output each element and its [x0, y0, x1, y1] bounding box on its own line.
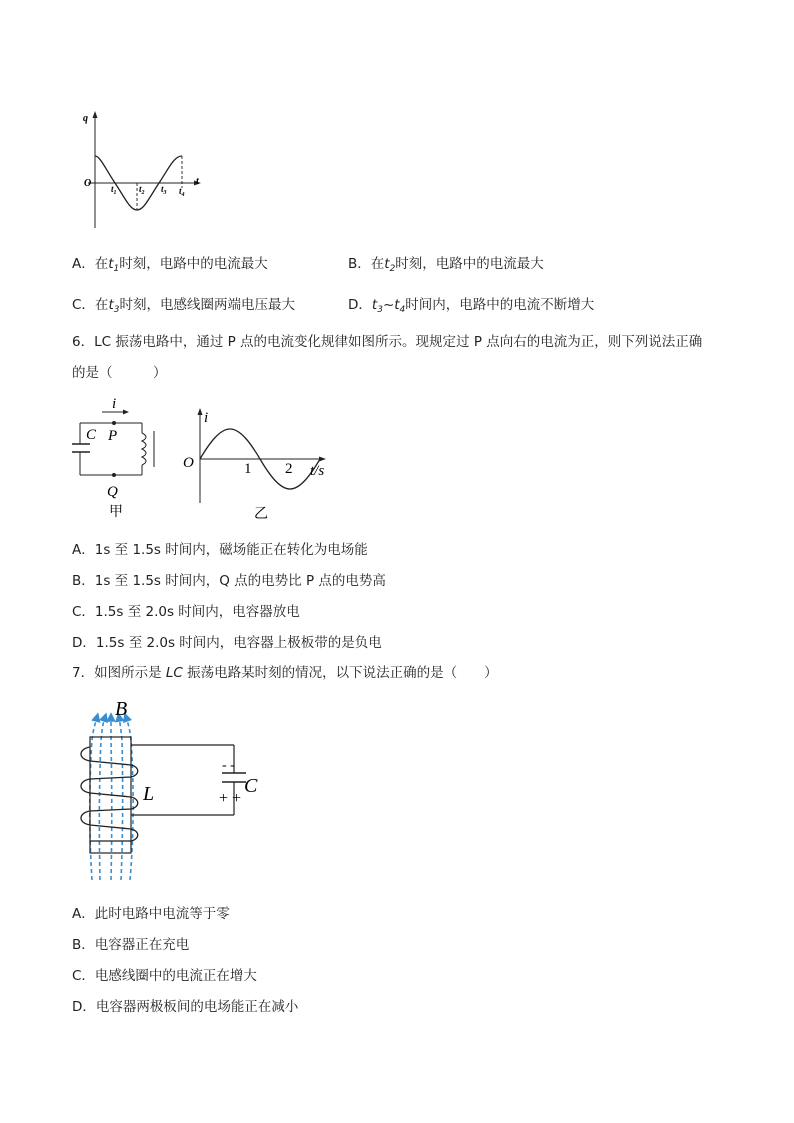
t-s-axis-label: t/s	[310, 463, 325, 479]
tick-2-label: 2	[285, 461, 293, 477]
svg-text:t2: $t_2$	[139, 184, 145, 196]
tick-t3: t	[161, 184, 164, 194]
lc-circuit-jia	[72, 395, 164, 523]
q6-option-b: B．1s 至 1.5s 时间内，Q 点的电势比 P 点的电势高	[72, 573, 386, 589]
inductor-coil	[142, 433, 146, 465]
capacitor-c-label: C	[86, 427, 97, 443]
q7-option-a: A．此时电路中电流等于零	[72, 906, 230, 922]
field-b-label: B	[115, 698, 128, 720]
q5-option-c: C．在$t_3$时刻，电感线圈两端电压最大	[72, 297, 295, 315]
lc-solenoid-figure	[74, 695, 274, 885]
positive-charge-signs: + +	[219, 790, 242, 807]
q7-option-c: C．电感线圈中的电流正在增大	[72, 968, 257, 984]
point-p-label: P	[108, 428, 118, 444]
q6-stem-line2: 的是（ ）	[72, 365, 167, 381]
q5-option-a: A．在$t_1$时刻，电路中的电流最大	[72, 256, 268, 274]
tick-t4: t	[179, 186, 182, 196]
i-axis-label: i	[204, 410, 209, 426]
t-label: t	[196, 176, 199, 187]
q-label: q	[83, 113, 88, 124]
negative-charge-signs: - -	[222, 758, 235, 773]
tick-1-label: 1	[244, 461, 252, 477]
q7-option-b: B．电容器正在充电	[72, 937, 190, 953]
point-q-label: Q	[107, 484, 118, 500]
figure-jia-caption: 甲	[109, 505, 123, 520]
svg-text:t4: $t_4$	[179, 186, 185, 198]
tick-t2: t	[139, 184, 142, 194]
tick-t1: t	[111, 184, 114, 194]
q6-option-d: D．1.5s 至 2.0s 时间内，电容器上极板带的是负电	[72, 635, 382, 651]
svg-text:t1: $t_1$	[111, 184, 117, 196]
origin-label: O	[84, 178, 92, 189]
i-t-graph-yi	[178, 405, 338, 525]
q-t-graph	[78, 108, 208, 233]
current-i-label: i	[112, 396, 117, 412]
q5-option-d: D．$t_3\sim t_4$时间内，电路中的电流不断增大	[348, 297, 595, 315]
capacitor-c-label: C	[244, 775, 258, 797]
q6-option-a: A．1s 至 1.5s 时间内，磁场能正在转化为电场能	[72, 542, 368, 558]
q7-stem: 7．如图所示是 LC 振荡电路某时刻的情况，以下说法正确的是（ ）	[72, 665, 498, 681]
q5-option-b: B．在$t_2$时刻，电路中的电流最大	[348, 256, 544, 274]
q6-stem-line1: 6．LC 振荡电路中，通过 P 点的电流变化规律如图所示。现规定过 P 点向右的电流为正，则下列说法正确	[72, 334, 703, 350]
figure-yi-caption: 乙	[254, 507, 268, 522]
q7-option-d: D．电容器两极板间的电场能正在减小	[72, 999, 299, 1015]
svg-text:t3: $t_3$	[161, 184, 167, 196]
inductor-l-label: L	[143, 783, 155, 805]
q6-option-c: C．1.5s 至 2.0s 时间内，电容器放电	[72, 604, 300, 620]
origin-o-label: O	[183, 455, 194, 471]
